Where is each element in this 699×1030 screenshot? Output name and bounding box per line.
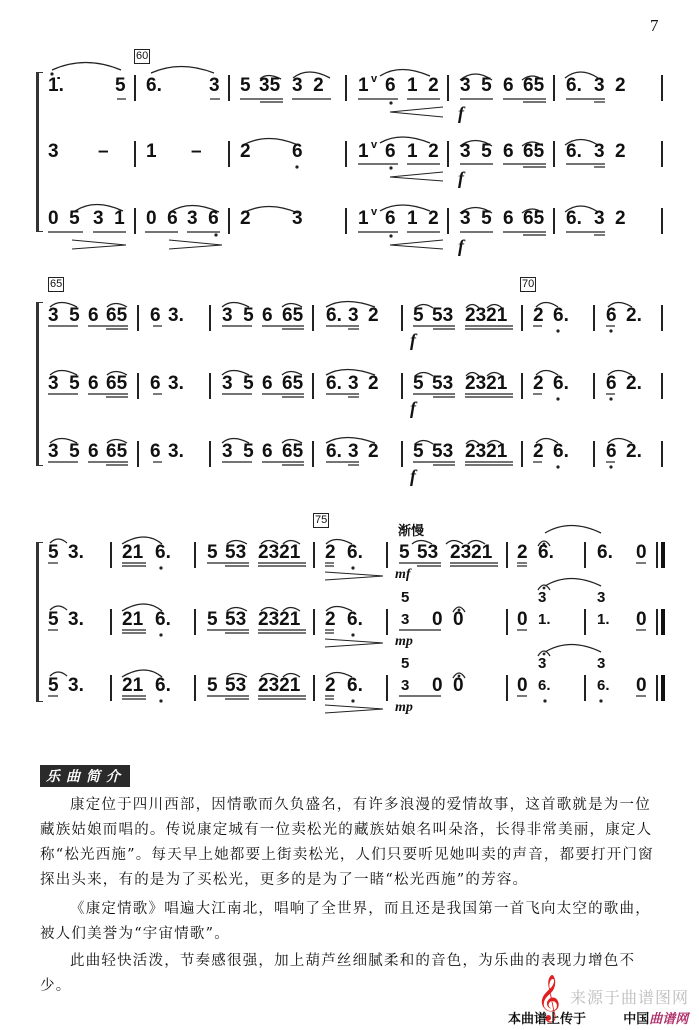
barline (584, 542, 586, 568)
note: 6 (88, 441, 99, 462)
note: 6 (262, 441, 273, 462)
note: 3 2 (292, 75, 324, 96)
barline (312, 373, 314, 399)
note: 6. (146, 75, 162, 96)
watermark-source-text: 来源于曲谱图网 (570, 990, 690, 1007)
note: 6. (566, 208, 582, 229)
barline (447, 141, 449, 167)
barline (447, 75, 449, 101)
note: 6 (88, 305, 99, 326)
barline (553, 75, 555, 101)
note: 6 (150, 441, 161, 462)
note: 65 (523, 75, 545, 96)
breath-mark-icon: v (371, 73, 378, 85)
rehearsal-mark-65: 65 (50, 278, 63, 290)
note: 6. (553, 441, 569, 462)
note: 2. (626, 373, 642, 394)
note: 3 (594, 208, 605, 229)
dynamic-forte: f (458, 236, 464, 256)
final-barline (656, 609, 658, 635)
dynamic-mezzo-forte: mf (395, 567, 411, 582)
note: 3. (168, 373, 184, 394)
note: 3 5 (460, 208, 492, 229)
final-barline-thick (661, 675, 665, 701)
note: 3 (292, 208, 303, 229)
note: 2 (517, 542, 528, 563)
barline (661, 141, 663, 167)
chord-lower-note: 3 (401, 677, 410, 694)
treble-clef-icon: 𝄞 (537, 976, 561, 1020)
note: 65 (523, 141, 545, 162)
final-barline (656, 542, 658, 568)
intro-paragraph-1: 康定位于四川西部，因情歌而久负盛名，有许多浪漫的爱情故事，这首歌就是为一位藏族姑娘而唱的。传说康定城有一位卖松光的藏族姑娘名叫朵洛，长得非常美丽，康定人称“松光西施”。每天早上她都要上街卖松光，人们只要听见她叫卖的声音，都要打开门窗探出头来，有的是为了买松光，更多的是为了一睹“松光西施”的芳容。 (40, 797, 654, 888)
note: 6. (553, 373, 569, 394)
note: 3. (68, 609, 84, 630)
note: 6 (385, 141, 396, 162)
note: 6. (155, 609, 171, 630)
barline (506, 609, 508, 635)
note: 2321 (450, 542, 493, 563)
note: 65 (282, 373, 304, 394)
note: 53 (432, 373, 454, 394)
breath-mark-icon: v (371, 206, 378, 218)
note: 2. (626, 305, 642, 326)
note: 6. (347, 542, 363, 563)
note: 6. (566, 141, 582, 162)
barline (521, 373, 523, 399)
note: 6 (503, 75, 514, 96)
barline (209, 305, 211, 331)
note: 6. (326, 305, 342, 326)
barline (137, 441, 139, 467)
tempo-marking-ritardando: 渐慢 (398, 523, 425, 538)
note: 0 5 (48, 208, 80, 229)
barline (228, 208, 230, 234)
note-fermata: 0 (453, 609, 464, 630)
note: 6 (385, 208, 396, 229)
note: 3 1 (93, 208, 125, 229)
note: 2321 (258, 675, 301, 696)
barline (137, 305, 139, 331)
barline (661, 441, 663, 467)
dynamic-forte: f (410, 466, 416, 486)
note-fermata: 0 (453, 675, 464, 696)
note: 53 (417, 542, 439, 563)
note: 6. (553, 305, 569, 326)
note: 6 (150, 305, 161, 326)
chord-lower-note: 3 (401, 611, 410, 628)
note: 53 (225, 609, 247, 630)
barline (313, 542, 315, 568)
note: 6. (155, 542, 171, 563)
note: 6. (538, 542, 554, 563)
note: 6. (347, 609, 363, 630)
note: 3 6 (187, 208, 219, 229)
note: 3 5 (460, 141, 492, 162)
barline (593, 373, 595, 399)
dynamic-mezzo-piano: mp (395, 700, 413, 715)
barline (661, 305, 663, 331)
barline (134, 141, 136, 167)
note: 2 (533, 441, 544, 462)
note: 2 (368, 373, 379, 394)
rehearsal-mark-70: 70 (522, 278, 535, 290)
note: 3 5 (460, 75, 492, 96)
barline (209, 441, 211, 467)
note: 6 (503, 208, 514, 229)
note: 2 (533, 305, 544, 326)
note: 6 (262, 373, 273, 394)
note: 5 (413, 305, 424, 326)
note: 53 (432, 441, 454, 462)
watermark-upload-text: 本曲谱上传于 (508, 1011, 587, 1026)
note: 2321 (465, 373, 508, 394)
barline (228, 141, 230, 167)
note: 5 (48, 675, 59, 696)
note: 21 (122, 675, 144, 696)
barline (110, 542, 112, 568)
note: 65 (282, 441, 304, 462)
note: 0 (636, 542, 647, 563)
barline (194, 609, 196, 635)
note: 3 (48, 141, 59, 162)
barline (661, 75, 663, 101)
note: 65 (523, 208, 545, 229)
note: 2 (368, 441, 379, 462)
note: 1̇. (48, 75, 64, 96)
barline (401, 373, 403, 399)
note: 2 (615, 75, 626, 96)
note: 1 (358, 141, 369, 162)
watermark-upload-line (508, 1008, 688, 1027)
note: 0 (517, 609, 528, 630)
chord-upper-note: 3 (538, 589, 547, 606)
note: 3. (168, 305, 184, 326)
barline (209, 373, 211, 399)
barline (553, 208, 555, 234)
note: 3 5 (222, 305, 254, 326)
barline (228, 75, 230, 101)
note: 3 (594, 141, 605, 162)
note: 21 (122, 542, 144, 563)
barline (661, 373, 663, 399)
note: 2 (325, 542, 336, 563)
note: 3 5 (222, 441, 254, 462)
note: 2 (325, 609, 336, 630)
barline (447, 208, 449, 234)
note: 2 (240, 208, 251, 229)
intro-paragraph-3: 此曲轻快活泼，节奏感很强，加上葫芦丝细腻柔和的音色，为乐曲的表现力增色不少。 (40, 953, 636, 994)
note: 6 (88, 373, 99, 394)
note: 3 (209, 75, 220, 96)
barline (661, 208, 663, 234)
note: 5 (240, 75, 251, 96)
final-barline (656, 675, 658, 701)
note: 53 (225, 675, 247, 696)
chord-upper-note: 5 (401, 589, 410, 606)
note: 2 (615, 141, 626, 162)
note: 2321 (258, 542, 301, 563)
barline (593, 441, 595, 467)
note: 65 (106, 373, 128, 394)
note: 6 (606, 305, 617, 326)
note: 6 (606, 441, 617, 462)
note: 5 (413, 441, 424, 462)
barline (506, 542, 508, 568)
barline (521, 305, 523, 331)
note: 1 (358, 208, 369, 229)
barline (345, 208, 347, 234)
barline (553, 141, 555, 167)
note: 5 (48, 609, 59, 630)
breath-mark-icon: v (371, 139, 378, 151)
chord-upper-note: 3 (597, 655, 606, 672)
chord-lower-note: 1. (597, 611, 610, 628)
note: 53 (225, 542, 247, 563)
barline (313, 675, 315, 701)
note: 3. (68, 542, 84, 563)
chord-upper-note: 3 (538, 655, 547, 672)
barline (194, 542, 196, 568)
barline (110, 675, 112, 701)
note: 5 (207, 542, 218, 563)
barline (345, 141, 347, 167)
note: 5 (413, 373, 424, 394)
dynamic-forte: f (458, 168, 464, 188)
note: 6. (155, 675, 171, 696)
note: 3 5 (48, 305, 80, 326)
note: 6 (262, 305, 273, 326)
dynamic-forte: f (458, 103, 464, 123)
note: 2. (626, 441, 642, 462)
note: 6. (597, 542, 613, 563)
barline (110, 609, 112, 635)
barline (313, 609, 315, 635)
barline (345, 75, 347, 101)
barline (584, 675, 586, 701)
intro-paragraph-2: 《康定情歌》唱遍大江南北，唱响了全世界，而且还是我国第一首飞向太空的歌曲，被人们美誉为“宇宙情歌”。 (40, 901, 651, 942)
barline (386, 675, 388, 701)
barline (194, 675, 196, 701)
barline (401, 305, 403, 331)
note: 2 (533, 373, 544, 394)
barline (401, 441, 403, 467)
note: 3 5 (48, 441, 80, 462)
note: 0 (432, 675, 443, 696)
chord-lower-note: 1. (538, 611, 551, 628)
note: 6. (326, 373, 342, 394)
barline (386, 542, 388, 568)
note: 0 (636, 609, 647, 630)
note: 0 (432, 609, 443, 630)
note: 6. (566, 75, 582, 96)
barline (137, 373, 139, 399)
note: 3 5 (222, 373, 254, 394)
note: 35 (259, 75, 281, 96)
note: 6 (606, 373, 617, 394)
note: 65 (282, 305, 304, 326)
barline (312, 305, 314, 331)
note: 3 (348, 441, 359, 462)
note: 21 (122, 609, 144, 630)
note: 2321 (465, 441, 508, 462)
note: 1 2 (407, 208, 439, 229)
note: 6 (385, 75, 396, 96)
note: – (191, 141, 202, 162)
note: 1 (358, 75, 369, 96)
note: 1 2 (407, 75, 439, 96)
note: 1 2 (407, 141, 439, 162)
note: 0 (517, 675, 528, 696)
note: 2 (368, 305, 379, 326)
note: 1 (146, 141, 157, 162)
barline (312, 441, 314, 467)
note: 6 (150, 373, 161, 394)
barline (386, 609, 388, 635)
final-barline-thick (661, 542, 665, 568)
note: 0 (636, 675, 647, 696)
rehearsal-mark-60: 60 (136, 50, 149, 62)
chord-lower-note: 6. (538, 677, 551, 694)
note: 5 (207, 675, 218, 696)
note: 65 (106, 441, 128, 462)
barline (593, 305, 595, 331)
note: 6 (503, 141, 514, 162)
note: 3 (348, 373, 359, 394)
note: 65 (106, 305, 128, 326)
note: 2 (325, 675, 336, 696)
note: 3 (594, 75, 605, 96)
note: 0 6 (146, 208, 178, 229)
dynamic-forte: f (410, 398, 416, 418)
note: 3 (348, 305, 359, 326)
note: 6. (347, 675, 363, 696)
barline (134, 208, 136, 234)
note: 3. (168, 441, 184, 462)
note: 53 (432, 305, 454, 326)
note: – (98, 141, 109, 162)
watermark-brand-name: 曲谱网 (649, 1011, 689, 1026)
note: 2 (240, 141, 251, 162)
rehearsal-mark-75: 75 (315, 514, 328, 526)
final-barline-thick (661, 609, 665, 635)
note: 3. (68, 675, 84, 696)
note: 2 (615, 208, 626, 229)
barline (584, 609, 586, 635)
note: 6. (326, 441, 342, 462)
dynamic-forte: f (410, 330, 416, 350)
page-number: 7 (650, 16, 659, 35)
note: 5 (115, 75, 126, 96)
chord-upper-note: 5 (401, 655, 410, 672)
barline (506, 675, 508, 701)
note: 6 (292, 141, 303, 162)
note: 5 (399, 542, 410, 563)
note: 3 5 (48, 373, 80, 394)
dynamic-mezzo-piano: mp (395, 634, 413, 649)
barline (521, 441, 523, 467)
note: 2321 (258, 609, 301, 630)
barline (134, 75, 136, 101)
watermark-brand-prefix: 中国 (623, 1011, 650, 1026)
note: 2321 (465, 305, 508, 326)
note: 5 (48, 542, 59, 563)
chord-lower-note: 6. (597, 677, 610, 694)
intro-heading: 乐曲简介 (40, 765, 130, 787)
note: 5 (207, 609, 218, 630)
chord-upper-note: 3 (597, 589, 606, 606)
